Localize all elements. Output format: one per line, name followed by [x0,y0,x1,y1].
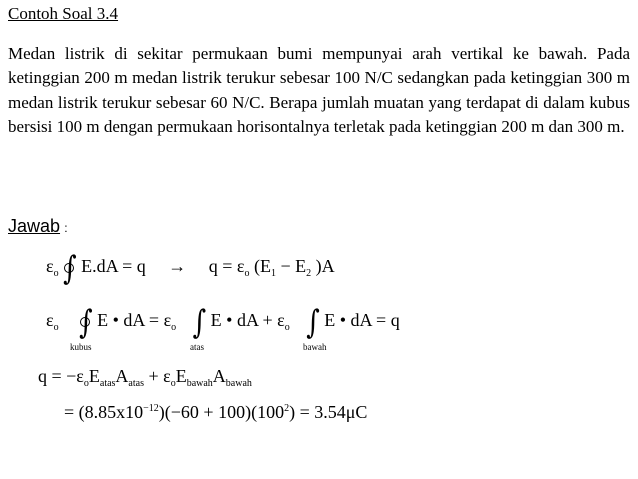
equation-text: q = ε [208,256,245,276]
subscript: 2 [306,268,312,279]
subscript: o [53,322,59,333]
subscript: atas [99,378,116,389]
equation-text: E [175,366,187,386]
closed-integral-icon: ∫ [79,304,93,342]
answer-label: Jawab [8,216,61,236]
equation-flux-sum [46,304,400,342]
equation-text: E • dA + ε [210,310,285,330]
answer-heading [8,216,68,237]
equation-text: + ε [143,366,171,386]
solution-equations [0,248,638,438]
equation-text: = (8.85x10 [64,402,144,422]
equation-text: A [115,366,129,386]
subscript: bawah [186,378,213,389]
subscript: o [244,268,250,279]
subscript: o [53,268,59,279]
equation-text: q = −ε [38,366,84,386]
subscript: o [171,322,177,333]
equation-text: E.dA = q [81,256,146,276]
equation-text: (E [249,256,271,276]
equation-text: E • dA = q [324,310,400,330]
equation-text: A [212,366,226,386]
epsilon-symbol: ε [46,256,54,276]
equation-charge [38,366,252,389]
superscript: −12 [143,403,159,414]
closed-integral-icon: ∫ [63,250,77,288]
equation-text: − E [275,256,307,276]
epsilon-symbol: ε [46,310,54,330]
integral-icon: ∫ [306,304,320,342]
arrow-icon: → [168,256,187,276]
example-title: Contoh Soal 3.4 [8,4,119,23]
subscript: o [284,322,290,333]
answer-colon: : [64,221,68,235]
subscript: 1 [270,268,276,279]
equation-text: )A [311,256,335,276]
subscript: bawah [225,378,252,389]
subscript: o [83,378,89,389]
subscript: atas [128,378,144,389]
equation-text: E • dA = ε [97,310,172,330]
integral-limit-label: atas [190,342,204,352]
superscript: 2 [284,403,290,414]
problem-statement: Medan listrik di sekitar permukaan bumi mempunyai arah vertikal ke bawah. Pada ketinggian 200 m medan listrik terukur sebesar 100 N/C sedangkan pada ketinggian 300 m medan listrik terukur sebesar 60 N/C. Berapa jumlah muatan yang terdapat di dalam kubus bersisi 100 m dengan permukaan horisontalnya terletak pada ketinggian 200 m dan 300 m. [8,44,630,136]
integral-icon: ∫ [192,304,207,342]
integral-limit-label: kubus [70,342,92,352]
equation-gauss-law [46,250,335,288]
equation-text: E [88,366,100,386]
equation-text: ) = 3.54μC [289,402,368,422]
subscript: o [170,378,176,389]
integral-limit-label: bawah [303,342,327,352]
equation-result [64,402,367,423]
equation-text: )(−60 + 100)(100 [158,402,285,422]
